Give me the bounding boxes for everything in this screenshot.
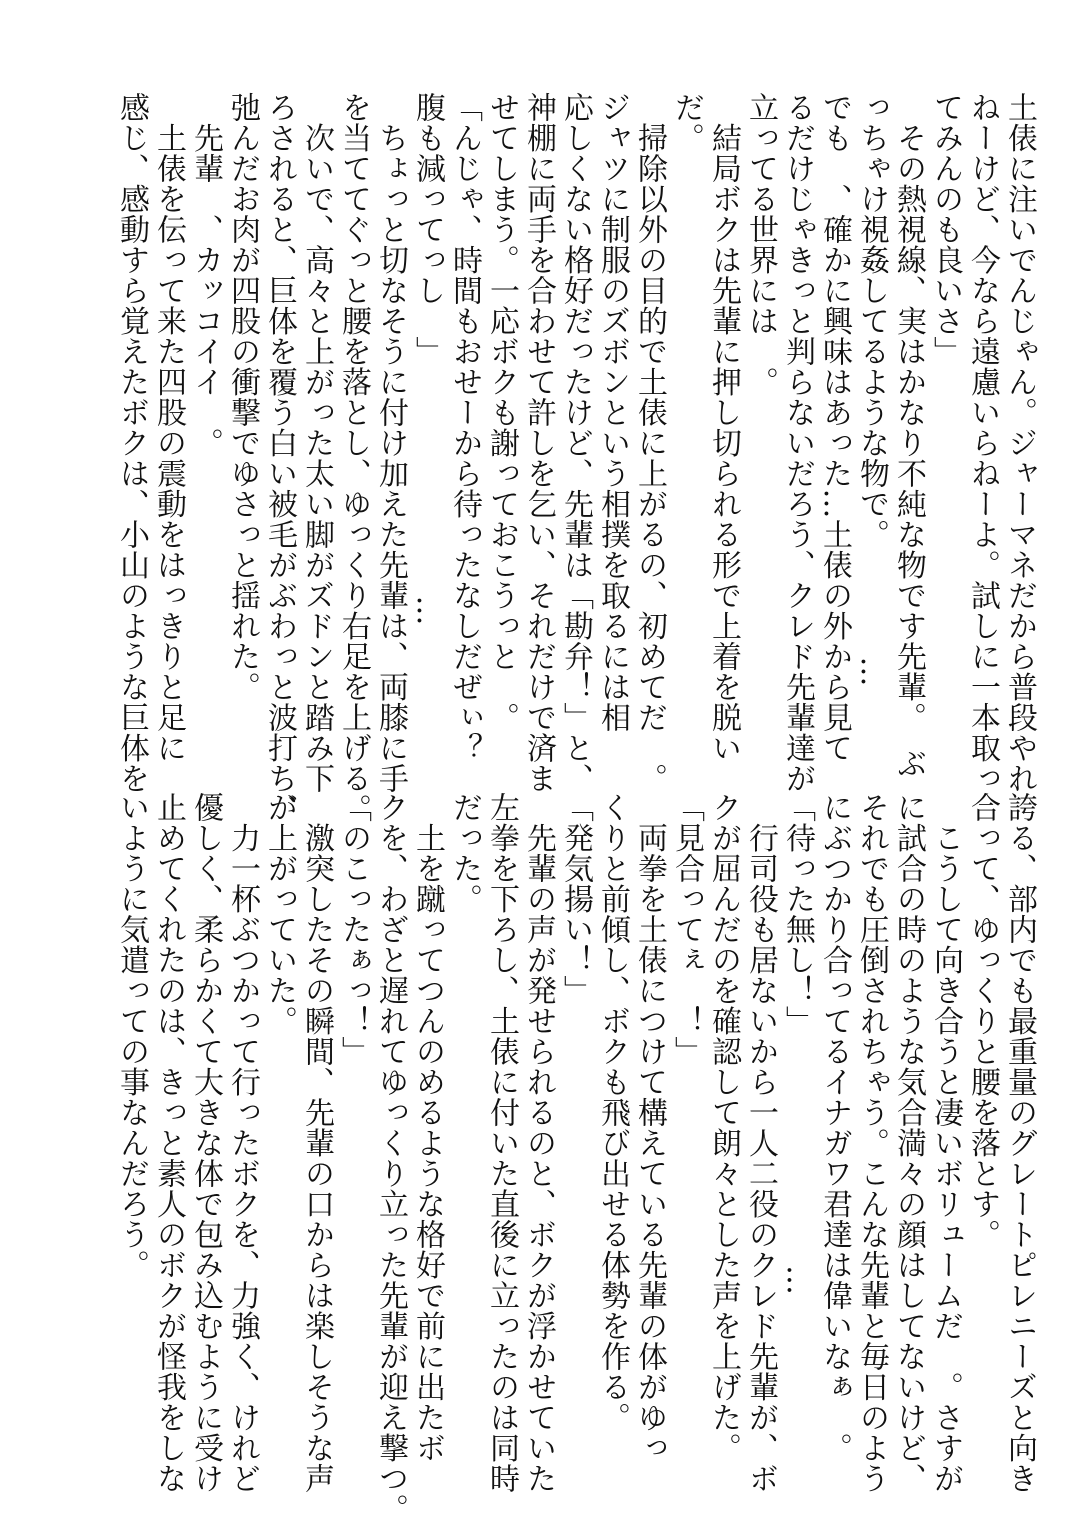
text-column: その熱視線、実はかなり不純な物です先輩。 ぶ xyxy=(891,92,926,779)
text-column: だ。 xyxy=(669,92,704,153)
text-column: 先輩 、カッコイイ 。 xyxy=(188,92,223,458)
text-column: ちょっと切なそうに付け加えた先輩は、両膝に手 xyxy=(373,92,408,794)
text-column: ろされると、巨体を覆う白い被毛がぶわっと波打ち、 xyxy=(262,92,297,824)
text-column: 土俵を伝って来た四股の震動をはっきりと足に xyxy=(151,92,186,763)
text-block-bottom xyxy=(108,792,1038,1524)
text-column: 激突したその瞬間、先輩の口からは楽しそうな声 xyxy=(299,792,334,1494)
text-column: 合って、ゆっくりと腰を落とす。 xyxy=(965,792,1000,1250)
text-column: 感じ、感動すら覚えたボクは、小山のような巨体を xyxy=(114,92,149,794)
text-column: 「発気揚い！」 xyxy=(558,792,593,1006)
text-column: 結局ボクは先輩に押し切られる形で上着を脱い xyxy=(706,92,741,763)
text-column: 弛んだお肉が四股の衝撃でゆさっと揺れた。 xyxy=(225,92,260,702)
text-column: に試合の時のような気合満々の顔はしてないけど、 xyxy=(891,792,926,1494)
text-column: 土を蹴ってつんのめるような格好で前に出たボ xyxy=(410,792,445,1463)
text-column: 「見合ってぇ ！」 xyxy=(669,792,704,1067)
text-column: クを、わざと遅れてゆっくり立った先輩が迎え撃つ。 xyxy=(373,792,408,1524)
text-column: 両拳を土俵につけて構えている先輩の体がゆっ xyxy=(632,792,667,1463)
text-column: 力一杯ぶつかって行ったボクを、力強く、けれど xyxy=(225,792,260,1494)
text-column: ジャツに制服のズボンという相撲を取るには相 xyxy=(595,92,630,733)
text-column: 先輩の声が発せられるのと、ボクが浮かせていた xyxy=(521,792,556,1494)
text-column: 「待った無し！」 … xyxy=(780,792,815,1296)
text-block-top xyxy=(108,92,1038,824)
text-column: こうして向き合うと凄いボリュームだ 。さすが xyxy=(928,792,963,1494)
text-column: 立ってる世界には 。 xyxy=(743,92,778,397)
text-column: っちゃけ視姦してるような物で。 … xyxy=(854,92,889,687)
text-column: でも 、確かに興味はあった…土俵の外から見て xyxy=(817,92,852,763)
text-column: てみんのも良いさ」 xyxy=(928,92,963,367)
text-column: にぶつかり合ってるイナガワ君達は偉いなぁ 。 xyxy=(817,792,852,1463)
text-column: 優しく、柔らかくて大きな体で包み込むように受け xyxy=(188,792,223,1494)
text-column: 左拳を下ろし、土俵に付いた直後に立ったのは同時 xyxy=(484,792,519,1494)
text-column: いように気遣っての事なんだろう。 xyxy=(114,792,149,1280)
text-column: クが屈んだのを確認して朗々とした声を上げた。 xyxy=(706,792,741,1463)
text-column: 次いで、高々と上がった太い脚がズドンと踏み下 xyxy=(299,92,334,794)
text-column: 掃除以外の目的で土俵に上がるの、初めてだ 。 xyxy=(632,92,667,794)
text-column: 神棚に両手を合わせて許しを乞い、それだけで済ま xyxy=(521,92,556,794)
text-column: 行司役も居ないから一人二役のクレド先輩が、ボ xyxy=(743,792,778,1494)
text-column: を当ててぐっと腰を落とし、ゆっくり右足を上げる。 xyxy=(336,92,371,824)
text-column: 「んじゃ、時間もおせーから待ったなしだぜぃ？ xyxy=(447,92,482,763)
text-column: ねーけど、今なら遠慮いらねーよ。試しに一本取っ xyxy=(965,92,1000,794)
text-column: が上がっていた。 xyxy=(262,792,297,1036)
text-column: それでも圧倒されちゃう。こんな先輩と毎日のよう xyxy=(854,792,889,1494)
text-column: せてしまう。一応ボクも謝っておこうっと 。 xyxy=(484,92,519,733)
text-column: 止めてくれたのは、きっと素人のボクが怪我をしな xyxy=(151,792,186,1494)
text-column: 土俵に注いでんじゃん。ジャーマネだから普段やれ xyxy=(1002,92,1037,794)
text-column: 誇る、部内でも最重量のグレートピレニーズと向き xyxy=(1002,792,1037,1494)
text-column: るだけじゃきっと判らないだろう、クレド先輩達が xyxy=(780,92,815,794)
text-column: 「のこったぁっ！」 xyxy=(336,792,371,1067)
text-column: 応しくない格好だったけど、先輩は「勘弁！」と、 xyxy=(558,92,593,794)
text-column: 腹も減ってっし 」 … xyxy=(410,92,445,626)
text-column: だった。 xyxy=(447,792,482,914)
text-column: くりと前傾し、ボクも飛び出せる体勢を作る。 xyxy=(595,792,630,1433)
